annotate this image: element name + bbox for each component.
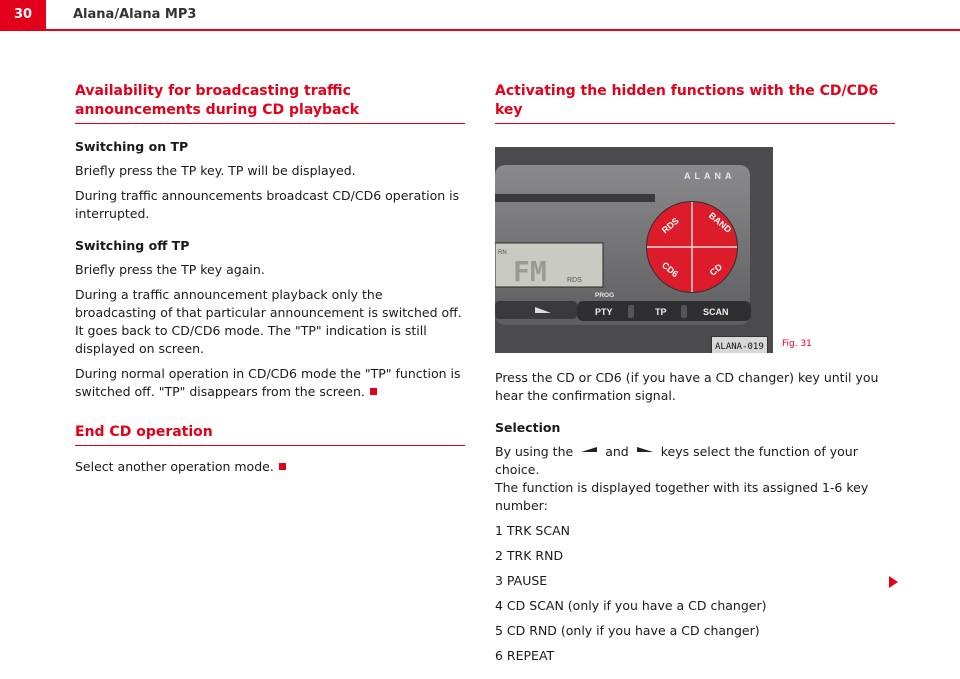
knob-cd-label: CD (707, 261, 725, 278)
svg-text:RN: RN (498, 250, 507, 256)
paragraph-text: keys select the function of your choice. (495, 444, 858, 477)
radio-figure (495, 147, 773, 353)
figure-container (495, 147, 895, 353)
paragraph: The function is displayed together with its assigned 1-6 key number: (495, 480, 869, 513)
figure-label: Fig. 31 (782, 339, 812, 349)
section-end-icon (370, 388, 377, 395)
paragraph-with-end (75, 365, 465, 401)
display-fm-text: FM (513, 255, 547, 288)
list-item: 3 PAUSE (495, 573, 548, 588)
paragraph-text: and (605, 444, 629, 459)
manual-title: Alana/Alana MP3 (73, 7, 197, 22)
arrow-left-icon (581, 447, 597, 452)
list-item: 4 CD SCAN (only if you have a CD changer) (495, 598, 767, 613)
paragraph: During traffic announcements broadcast CD/CD6 operation is interrupted. (75, 188, 460, 221)
paragraph-arrow-keys (495, 443, 895, 479)
paragraph-with-end (75, 458, 465, 476)
paragraph: During a traffic announcement playback only the broadcasting of that particular announcement is switched off. It goes back to CD/CD6 mode. The "TP" indication is still displayed on screen. (75, 287, 462, 356)
section-end-icon (279, 463, 286, 470)
continue-arrow-icon (889, 576, 898, 588)
subheading-switching-on: Switching on TP (75, 139, 189, 154)
paragraph-text: During normal operation in CD/CD6 mode the "TP" function is switched off. "TP" disappears from the screen. (75, 366, 461, 399)
paragraph: Press the CD or CD6 (if you have a CD changer) key until you hear the confirmation signal. (495, 370, 879, 403)
list-item: 1 TRK SCAN (495, 523, 570, 538)
header-rule (0, 29, 960, 31)
subheading-switching-off: Switching off TP (75, 238, 190, 253)
figure-code: ALANA-019 (711, 336, 768, 353)
page-header (0, 0, 960, 30)
button-scan: SCAN (703, 307, 729, 317)
display-rds-label: RDS (567, 277, 582, 284)
subheading-selection: Selection (495, 420, 561, 435)
paragraph-text: By using the (495, 444, 574, 459)
section-title-end-cd: End CD operation (75, 423, 465, 446)
section-title-hidden-functions: Activating the hidden functions with the CD/CD6 key (495, 82, 895, 124)
list-item: 6 REPEAT (495, 648, 555, 663)
left-column (75, 82, 465, 483)
knob-rds-label: RDS (659, 215, 681, 236)
knob-band-label: BAND (706, 210, 734, 235)
button-pty: PTY (595, 307, 613, 317)
list-item: 5 CD RND (only if you have a CD changer) (495, 623, 760, 638)
arrow-right-icon (637, 447, 653, 452)
radio-illustration (495, 147, 773, 353)
page-number: 30 (0, 0, 46, 30)
list-item: 2 TRK RND (495, 548, 564, 563)
paragraph: Briefly press the TP key again. (75, 262, 265, 277)
paragraph-text: Select another operation mode. (75, 459, 274, 474)
right-column (495, 82, 895, 672)
section-title-traffic: Availability for broadcasting traffic announcements during CD playback (75, 82, 465, 124)
brand-label: ALANA (684, 171, 736, 181)
paragraph: Briefly press the TP key. TP will be displayed. (75, 163, 356, 178)
knob-cd6-label: CD6 (659, 259, 681, 280)
button-tp: TP (655, 307, 667, 317)
prog-label: PROG (595, 292, 615, 299)
